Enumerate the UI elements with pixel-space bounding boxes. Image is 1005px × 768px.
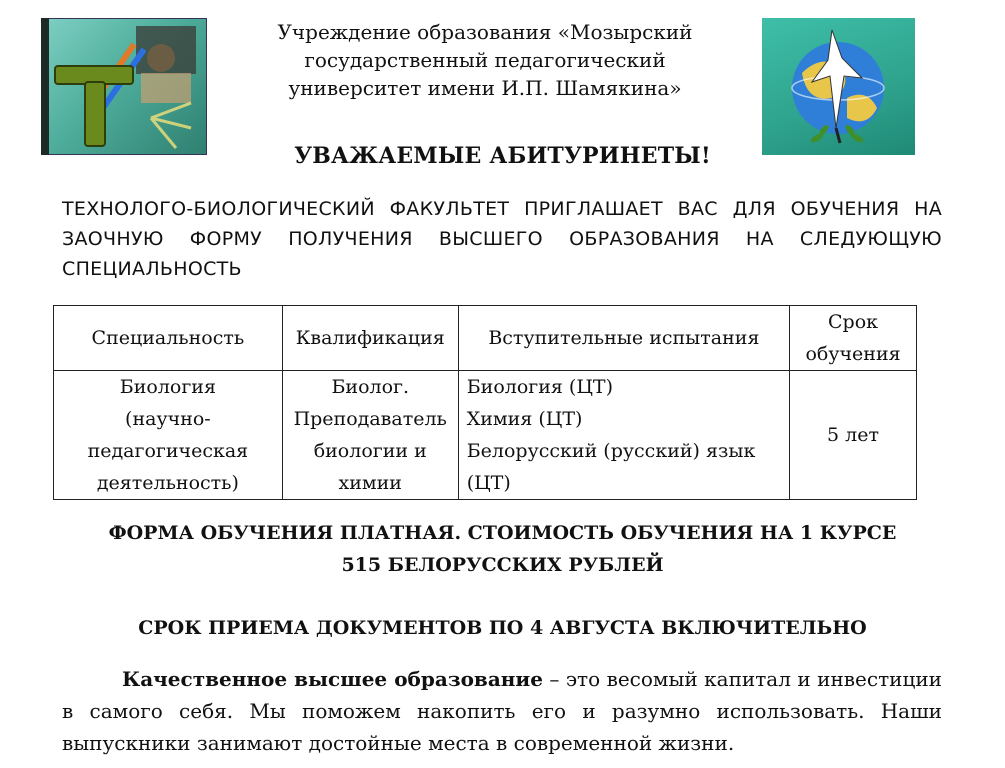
header-duration-line-1: Срок: [828, 311, 879, 333]
fee-form-label: ФОРМА ОБУЧЕНИЯ ПЛАТНАЯ: [108, 522, 455, 544]
closing-rest: – это весомый капитал и инвестиции в самого себя. Мы поможем накопить его и разумно использовать. Наши выпускники занимают достойные места в современной жизни.: [62, 667, 942, 755]
invitation-text: ТЕХНОЛОГО-БИОЛОГИЧЕСКИЙ ФАКУЛЬТЕТ ПРИГЛАШАЕТ ВАС ДЛЯ ОБУЧЕНИЯ НА ЗАОЧНУЮ ФОРМУ ПОЛУЧЕНИЯ ВЫСШЕГО ОБРАЗОВАНИЯ НА СЛЕДУЮЩУЮ СПЕЦИАЛЬНОСТЬ: [62, 198, 942, 280]
institution-line-1: Учреждение образования «Мозырский: [277, 20, 693, 44]
cell-duration: 5 лет: [790, 371, 917, 500]
header-specialty: Специальность: [54, 306, 283, 371]
closing-paragraph: [62, 663, 942, 759]
qualification-line-2: Преподаватель: [293, 408, 447, 430]
faculty-emblem-icon: [41, 18, 207, 155]
closing-bold: Качественное высшее образование: [122, 667, 543, 691]
header-duration-line-2: обучения: [805, 343, 901, 365]
institution-line-3: университет имени И.П. Шамякина»: [288, 76, 682, 100]
specialty-line-1: Биология: [119, 376, 216, 398]
cell-specialty: [54, 371, 283, 500]
fee-amount: 515 БЕЛОРУССКИХ РУБЛЕЙ: [341, 554, 664, 576]
exam-item: Биология (ЦТ): [466, 376, 613, 398]
specialty-line-4: деятельность): [96, 472, 239, 494]
specialty-table: [53, 305, 917, 500]
institution-name: [230, 18, 740, 102]
table-header-row: [54, 306, 917, 371]
fee-info: [0, 517, 1005, 581]
faculty-emblem-art: [41, 18, 207, 155]
qualification-line-3: биологии и: [313, 440, 427, 462]
qualification-line-4: химии: [338, 472, 402, 494]
header-duration: [790, 306, 917, 371]
cell-qualification: [282, 371, 458, 500]
header-qualification: Квалификация: [282, 306, 458, 371]
header-exams: Вступительные испытания: [458, 306, 789, 371]
greeting-heading: УВАЖАЕМЫЕ АБИТУРИНЕТЫ!: [294, 143, 711, 169]
fee-line-1: [0, 517, 1005, 549]
university-crane-globe-art: [762, 18, 915, 155]
svg-text:Т: Т: [95, 54, 96, 55]
exam-item: Химия (ЦТ): [466, 408, 583, 430]
table-row: [54, 371, 917, 500]
document-deadline: СРОК ПРИЕМА ДОКУМЕНТОВ ПО 4 АВГУСТА ВКЛЮЧИТЕЛЬНО: [138, 617, 867, 639]
exam-item: Белорусский (русский) язык (ЦТ): [466, 440, 756, 494]
university-crane-globe-icon: [762, 18, 915, 155]
specialty-line-3: педагогическая: [87, 440, 249, 462]
cell-exams: [458, 371, 789, 500]
qualification-line-1: Биолог.: [331, 376, 410, 398]
specialty-line-2: (научно-: [125, 408, 211, 430]
institution-line-2: государственный педагогический: [304, 48, 666, 72]
fee-cost-label: . СТОИМОСТЬ ОБУЧЕНИЯ НА 1 КУРСЕ: [454, 522, 897, 544]
